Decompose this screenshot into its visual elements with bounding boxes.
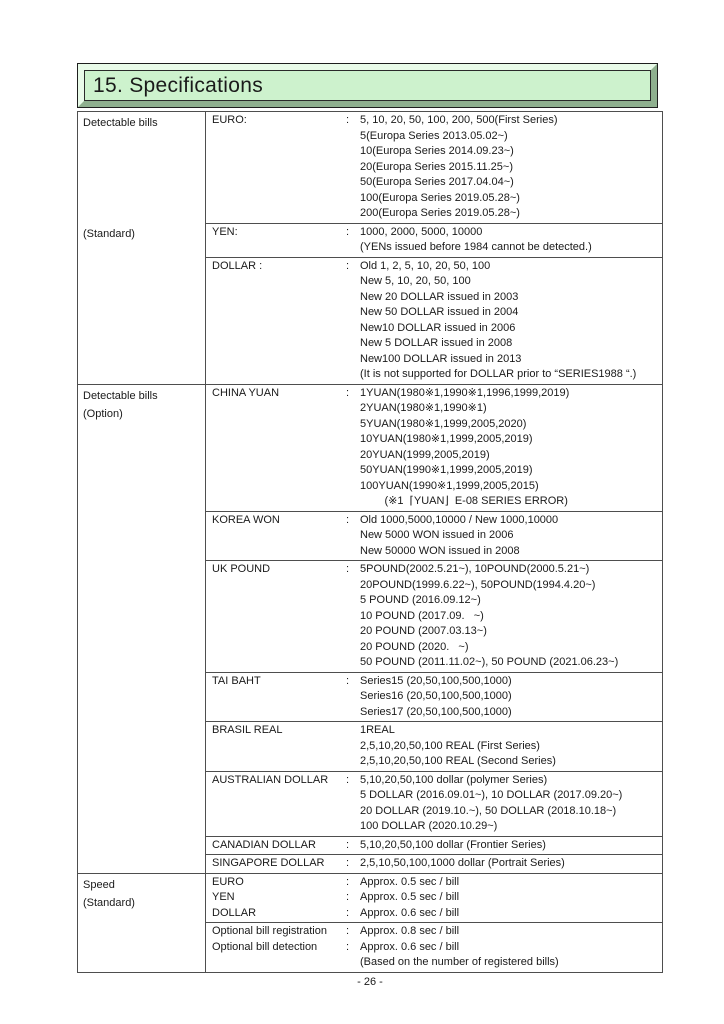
colon: : bbox=[346, 114, 350, 126]
value-lines bbox=[360, 225, 662, 256]
section-label-cell bbox=[78, 112, 206, 384]
value-line: New 5, 10, 20, 50, 100 bbox=[360, 275, 471, 287]
section-rows bbox=[206, 385, 662, 873]
speed-line-yen bbox=[206, 890, 662, 906]
table-row-speed-currencies bbox=[206, 874, 662, 923]
value-line: New 5 DOLLAR issued in 2008 bbox=[360, 337, 513, 349]
value-line: 100YUAN(1990※1,1999,2005,2015) bbox=[360, 479, 539, 492]
value-lines bbox=[360, 838, 662, 854]
colon: : bbox=[346, 906, 350, 919]
currency-label: CANADIAN DOLLAR bbox=[212, 838, 316, 851]
speed-line-euro bbox=[206, 875, 662, 891]
value-lines bbox=[360, 386, 662, 510]
value-lines bbox=[360, 562, 662, 671]
section-speed-standard bbox=[78, 873, 662, 972]
value-lines bbox=[360, 113, 662, 222]
table-row-yen bbox=[206, 223, 662, 257]
section-detectable-standard bbox=[78, 112, 662, 384]
table-row-euro bbox=[206, 112, 662, 223]
value-line: 2YUAN(1980※1,1990※1) bbox=[360, 402, 487, 414]
colon: : bbox=[346, 891, 350, 903]
value-line: 20 POUND (2020. ~) bbox=[360, 640, 469, 653]
section-sublabel: (Standard) bbox=[83, 896, 135, 909]
colon: : bbox=[346, 940, 350, 953]
colon bbox=[346, 955, 360, 971]
colon: : bbox=[346, 674, 350, 687]
speed-line-optional-registration bbox=[206, 924, 662, 940]
value-line: 5 POUND (2016.09.12~) bbox=[360, 594, 481, 606]
value-line: 1REAL bbox=[360, 724, 395, 736]
section-label-cell bbox=[78, 874, 206, 972]
value-line: 20YUAN(1999,2005,2019) bbox=[360, 448, 490, 461]
colon: : bbox=[346, 838, 350, 851]
value-line: 50 POUND (2011.11.02~), 50 POUND (2021.06.23~) bbox=[360, 656, 619, 668]
value-line: Series15 (20,50,100,500,1000) bbox=[360, 674, 512, 687]
currency-label: EURO: bbox=[212, 114, 247, 126]
colon: : bbox=[346, 857, 350, 869]
value-lines bbox=[360, 773, 662, 835]
banner-face bbox=[84, 70, 651, 101]
section-label-cell bbox=[78, 385, 206, 873]
value-line: 10(Europa Series 2014.09.23~) bbox=[360, 145, 514, 157]
currency-label: CHINA YUAN bbox=[212, 386, 280, 399]
speed-value: Approx. 0.8 sec / bill bbox=[360, 925, 460, 937]
currency-label: DOLLAR : bbox=[212, 259, 263, 272]
value-line: New100 DOLLAR issued in 2013 bbox=[360, 352, 522, 365]
table-row-brasil-real bbox=[206, 721, 662, 771]
section-label: Speed bbox=[83, 878, 115, 891]
table-row-uk-pound bbox=[206, 560, 662, 672]
value-line: New 5000 WON issued in 2006 bbox=[360, 529, 514, 541]
speed-label: YEN bbox=[212, 891, 235, 903]
colon: : bbox=[346, 513, 350, 526]
value-line: Old 1, 2, 5, 10, 20, 50, 100 bbox=[360, 259, 491, 272]
value-line: New 20 DOLLAR issued in 2003 bbox=[360, 290, 519, 303]
value-line: 5(Europa Series 2013.05.02~) bbox=[360, 129, 508, 142]
colon: : bbox=[346, 773, 350, 786]
section-rows bbox=[206, 112, 662, 384]
colon: : bbox=[346, 259, 350, 272]
speed-label bbox=[206, 955, 346, 971]
currency-label: SINGAPORE DOLLAR bbox=[212, 857, 325, 869]
value-line: 20 DOLLAR (2019.10.~), 50 DOLLAR (2018.10.18~) bbox=[360, 804, 617, 817]
value-line: 50(Europa Series 2017.04.04~) bbox=[360, 176, 514, 188]
speed-value: Approx. 0.5 sec / bill bbox=[360, 875, 460, 888]
table-row-speed-optional bbox=[206, 922, 662, 972]
value-line-footnote: (※1 ⌈YUAN⌋ E-08 SERIES ERROR) bbox=[360, 495, 568, 507]
speed-value: Approx. 0.5 sec / bill bbox=[360, 891, 460, 903]
speed-value: Approx. 0.6 sec / bill bbox=[360, 906, 460, 919]
value-line: New 50 DOLLAR issued in 2004 bbox=[360, 306, 519, 318]
value-line: 100 DOLLAR (2020.10.29~) bbox=[360, 820, 498, 832]
value-line: 50YUAN(1990※1,1999,2005,2019) bbox=[360, 464, 533, 476]
section-label: Detectable bills bbox=[83, 117, 158, 129]
section-label: Detectable bills bbox=[83, 389, 158, 402]
value-line: 2,5,10,20,50,100 REAL (First Series) bbox=[360, 739, 540, 752]
section-sublabel: (Standard) bbox=[83, 228, 135, 240]
speed-value: Approx. 0.6 sec / bill bbox=[360, 940, 460, 953]
value-line: 5 DOLLAR (2016.09.01~), 10 DOLLAR (2017.09.20~) bbox=[360, 789, 623, 801]
currency-label: BRASIL REAL bbox=[212, 724, 283, 736]
value-line: Old 1000,5000,10000 / New 1000,10000 bbox=[360, 513, 559, 526]
value-line: Series17 (20,50,100,500,1000) bbox=[360, 705, 512, 718]
value-line: New10 DOLLAR issued in 2006 bbox=[360, 321, 516, 334]
value-line: 5YUAN(1980※1,1999,2005,2020) bbox=[360, 417, 527, 430]
value-line: 2,5,10,20,50,100 REAL (Second Series) bbox=[360, 755, 556, 767]
section-detectable-option bbox=[78, 384, 662, 873]
value-line: (It is not supported for DOLLAR prior to “SERIES1988 “.) bbox=[360, 368, 637, 380]
value-line: (YENs issued before 1984 cannot be detected.) bbox=[360, 241, 592, 253]
colon bbox=[346, 723, 360, 770]
value-lines bbox=[360, 674, 662, 721]
value-line: 20 POUND (2007.03.13~) bbox=[360, 625, 487, 637]
value-lines bbox=[360, 856, 662, 872]
value-line: 200(Europa Series 2019.05.28~) bbox=[360, 207, 520, 219]
page-title: 15. Specifications bbox=[93, 73, 263, 97]
speed-line-optional-detection bbox=[206, 940, 662, 956]
table-row-korea-won bbox=[206, 511, 662, 561]
colon: : bbox=[346, 225, 350, 238]
table-row-singapore-dollar bbox=[206, 854, 662, 873]
value-lines bbox=[360, 723, 662, 770]
speed-value: (Based on the number of registered bills) bbox=[360, 956, 559, 968]
speed-label: Optional bill detection bbox=[212, 940, 318, 953]
page-number: - 26 - bbox=[357, 976, 383, 988]
value-line: Series16 (20,50,100,500,1000) bbox=[360, 690, 512, 702]
table-row-tai-baht bbox=[206, 672, 662, 722]
currency-label: YEN: bbox=[212, 225, 238, 238]
value-line: 1YUAN(1980※1,1990※1,1996,1999,2019) bbox=[360, 386, 570, 399]
value-line: 5,10,20,50,100 dollar (polymer Series) bbox=[360, 773, 548, 786]
value-line: 1000, 2000, 5000, 10000 bbox=[360, 225, 483, 238]
value-line: 10YUAN(1980※1,1999,2005,2019) bbox=[360, 433, 533, 445]
colon: : bbox=[346, 386, 350, 399]
colon: : bbox=[346, 875, 350, 888]
value-line: 10 POUND (2017.09. ~) bbox=[360, 609, 484, 622]
section-title-banner bbox=[77, 63, 658, 108]
value-line: 20POUND(1999.6.22~), 50POUND(1994.4.20~) bbox=[360, 578, 596, 591]
spec-table bbox=[77, 111, 663, 973]
value-line: 2,5,10,50,100,1000 dollar (Portrait Series) bbox=[360, 857, 565, 869]
table-row-china-yuan bbox=[206, 385, 662, 511]
section-sublabel: (Option) bbox=[83, 407, 123, 420]
currency-label: KOREA WON bbox=[212, 513, 280, 526]
section-rows bbox=[206, 874, 662, 972]
currency-label: TAI BAHT bbox=[212, 674, 261, 687]
speed-label: DOLLAR bbox=[212, 906, 257, 919]
value-line: 5,10,20,50,100 dollar (Frontier Series) bbox=[360, 838, 546, 851]
value-line: 20(Europa Series 2015.11.25~) bbox=[360, 160, 513, 173]
value-lines bbox=[360, 513, 662, 560]
speed-label: Optional bill registration bbox=[212, 925, 327, 937]
table-row-australian-dollar bbox=[206, 771, 662, 836]
value-line: 5, 10, 20, 50, 100, 200, 500(First Series) bbox=[360, 114, 558, 126]
speed-line-dollar bbox=[206, 906, 662, 922]
currency-label: UK POUND bbox=[212, 563, 271, 575]
speed-line-note bbox=[206, 955, 662, 971]
colon: : bbox=[346, 925, 350, 937]
value-line: New 50000 WON issued in 2008 bbox=[360, 544, 520, 557]
value-lines bbox=[360, 259, 662, 383]
table-row-canadian-dollar bbox=[206, 836, 662, 855]
value-line: 100(Europa Series 2019.05.28~) bbox=[360, 191, 520, 204]
value-line: 5POUND(2002.5.21~), 10POUND(2000.5.21~) bbox=[360, 563, 590, 575]
speed-label: EURO bbox=[212, 875, 244, 888]
currency-label: AUSTRALIAN DOLLAR bbox=[212, 773, 329, 786]
table-row-dollar bbox=[206, 257, 662, 384]
colon: : bbox=[346, 563, 350, 575]
